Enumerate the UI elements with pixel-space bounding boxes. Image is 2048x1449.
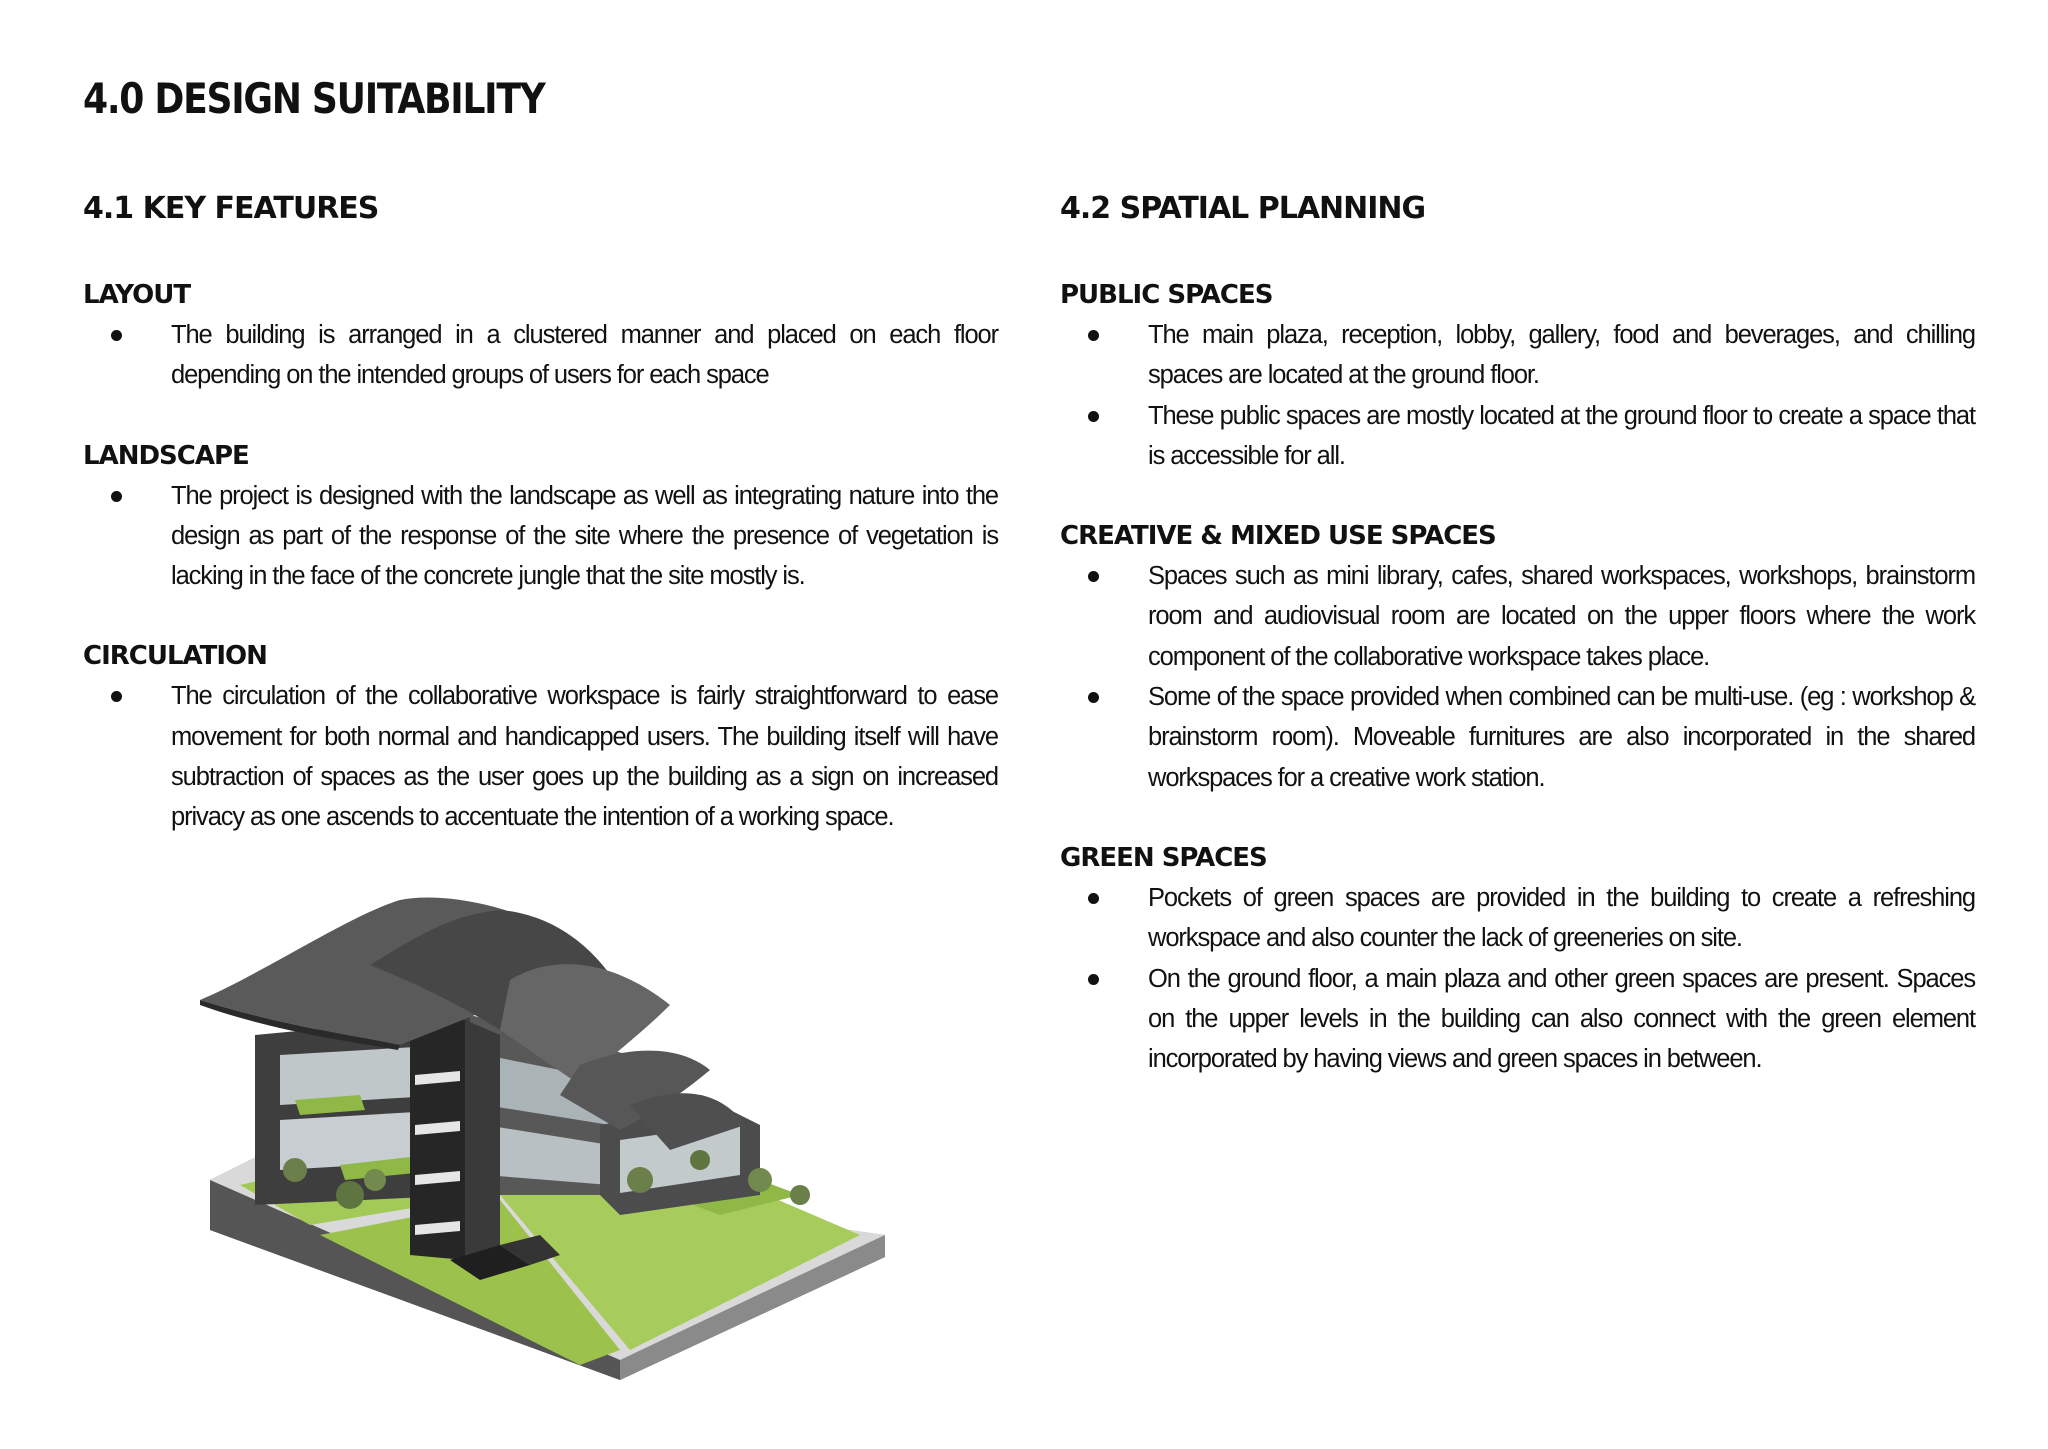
bullet-icon xyxy=(111,330,122,341)
green-spaces-section xyxy=(1060,838,1975,1079)
list-item-text: The main plaza, reception, lobby, gallery, food and beverages, and chilling spaces are located at the ground floor. xyxy=(1148,321,1975,390)
creative-mixed-use-section xyxy=(1060,516,1975,798)
page-title: 4.0 DESIGN SUITABILITY xyxy=(83,74,545,123)
circulation-title: CIRCULATION xyxy=(83,641,267,672)
list-item xyxy=(1060,396,1975,477)
list-item-text: Spaces such as mini library, cafes, shared workspaces, workshops, brainstorm room and audiovisual room are located on the upper floors where the work component of the collaborative workspace takes place. xyxy=(1148,562,1975,671)
list-item-text: Some of the space provided when combined can be multi-use. (eg : workshop & brainstorm room). Moveable furnitures are also incorporated in the shared workspaces for a creative work station. xyxy=(1148,683,1975,792)
public-spaces-list xyxy=(1060,315,1975,476)
bullet-icon xyxy=(1088,571,1099,582)
bullet-icon xyxy=(1088,411,1099,422)
list-item xyxy=(1060,315,1975,396)
layout-title: LAYOUT xyxy=(83,280,191,310)
list-item-text: On the ground floor, a main plaza and other green spaces are present. Spaces on the upper levels in the building can also connect with the green element incorporated by having views and green spaces in between. xyxy=(1148,964,1975,1074)
bullet-icon xyxy=(111,691,122,702)
layout-list xyxy=(83,315,998,396)
list-item xyxy=(1060,556,1975,677)
circulation-list xyxy=(83,676,998,837)
landscape-list xyxy=(83,476,998,597)
list-item xyxy=(1060,878,1975,959)
list-item xyxy=(83,315,998,396)
list-item-text: The building is arranged in a clustered manner and placed on each floor depending on the intended groups of users for each space xyxy=(171,321,998,390)
creative-mixed-use-list xyxy=(1060,556,1975,798)
building-isometric-illustration xyxy=(200,895,900,1385)
spatial-planning-heading: 4.2 SPATIAL PLANNING xyxy=(1060,191,1426,226)
list-item-text: The project is designed with the landscape as well as integrating nature into the design as part of the response of the site where the presence of vegetation is lacking in the face of the concrete jungle that the site mostly is. xyxy=(171,481,998,591)
list-item xyxy=(1060,959,1975,1080)
list-item xyxy=(1060,677,1975,798)
green-spaces-list xyxy=(1060,878,1975,1079)
landscape-title: LANDSCAPE xyxy=(83,440,249,471)
bullet-icon xyxy=(1088,974,1099,985)
public-spaces-section xyxy=(1060,275,1975,476)
list-item-text: The circulation of the collaborative workspace is fairly straightforward to ease movement for both normal and handicapped users. The building itself will have subtraction of spaces as the user goes up the building as a sign on increased privacy as one ascends to accentuate the intention of a working space. xyxy=(171,682,998,832)
public-spaces-title: PUBLIC SPACES xyxy=(1060,280,1273,310)
green-spaces-title: GREEN SPACES xyxy=(1060,842,1267,873)
list-item-text: These public spaces are mostly located at the ground floor to create a space that is accessible for all. xyxy=(1148,401,1975,470)
bullet-icon xyxy=(1088,692,1099,703)
list-item xyxy=(83,676,998,837)
spatial-planning-column xyxy=(1060,185,1975,1119)
key-features-heading: 4.1 KEY FEATURES xyxy=(83,191,379,226)
bullet-icon xyxy=(111,491,122,502)
circulation-section xyxy=(83,636,998,837)
creative-mixed-use-title: CREATIVE & MIXED USE SPACES xyxy=(1060,521,1496,552)
bullet-icon xyxy=(1088,330,1099,341)
list-item-text: Pockets of green spaces are provided in the building to create a refreshing workspace and also counter the lack of greeneries on site. xyxy=(1148,883,1975,953)
bullet-icon xyxy=(1088,893,1099,904)
key-features-column xyxy=(83,185,998,878)
list-item xyxy=(83,476,998,597)
layout-section xyxy=(83,275,998,396)
landscape-section xyxy=(83,436,998,597)
